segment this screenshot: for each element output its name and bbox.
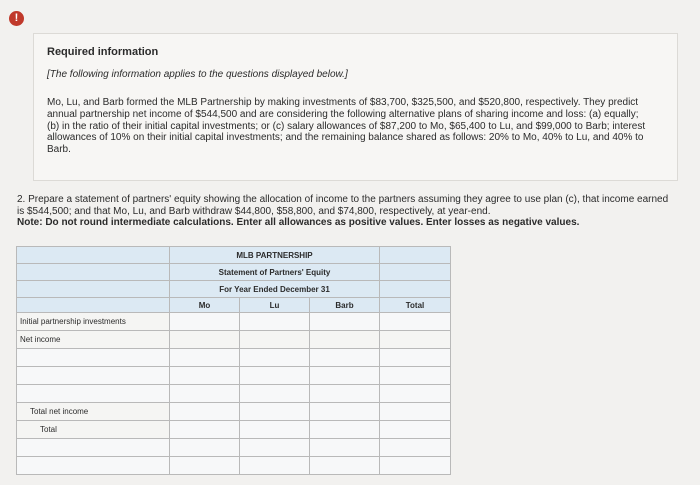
total-input[interactable] <box>380 439 451 457</box>
total-input[interactable] <box>380 349 451 367</box>
statement-period: For Year Ended December 31 <box>170 281 380 298</box>
statement-subtitle: Statement of Partners' Equity <box>170 264 380 281</box>
mo-input[interactable] <box>170 385 240 403</box>
header-blank <box>17 281 170 298</box>
total-input[interactable] <box>380 367 451 385</box>
barb-input[interactable] <box>310 457 380 475</box>
row-blank <box>240 331 310 349</box>
row-blank <box>310 331 380 349</box>
info-title: Required information <box>47 46 159 58</box>
table-row <box>17 367 451 385</box>
total-input[interactable] <box>380 421 451 439</box>
lu-input[interactable] <box>240 457 310 475</box>
row-label: Total net income <box>17 403 170 421</box>
total-input[interactable] <box>380 403 451 421</box>
statement-title: MLB PARTNERSHIP <box>170 247 380 264</box>
header-blank-right <box>380 264 451 281</box>
header-blank <box>17 247 170 264</box>
row-label: Initial partnership investments <box>17 313 170 331</box>
barb-input[interactable] <box>310 367 380 385</box>
header-blank-right <box>380 247 451 264</box>
mo-input[interactable] <box>170 313 240 331</box>
row-label-input[interactable] <box>17 385 170 403</box>
question-text: 2. Prepare a statement of partners' equity showing the allocation of income to the partners assuming they agree to use plan (c), that income earned is $544,500; and that Mo, Lu, and Barb withdraw $44,800, $58,800, and $74,800, respectively, at year-end. <box>17 194 669 217</box>
row-label: Total <box>17 421 170 439</box>
column-header-total: Total <box>380 298 451 313</box>
question-prompt <box>17 194 677 229</box>
table-row <box>17 457 451 475</box>
mo-input[interactable] <box>170 421 240 439</box>
lu-input[interactable] <box>240 439 310 457</box>
table-row <box>17 385 451 403</box>
barb-input[interactable] <box>310 385 380 403</box>
column-header-blank <box>17 298 170 313</box>
mo-input[interactable] <box>170 439 240 457</box>
barb-input[interactable] <box>310 349 380 367</box>
table-row <box>17 403 451 421</box>
mo-input[interactable] <box>170 457 240 475</box>
table-row <box>17 439 451 457</box>
column-header-barb: Barb <box>310 298 380 313</box>
lu-input[interactable] <box>240 349 310 367</box>
mo-input[interactable] <box>170 403 240 421</box>
partners-equity-statement <box>16 246 450 470</box>
column-header-mo: Mo <box>170 298 240 313</box>
barb-input[interactable] <box>310 421 380 439</box>
barb-input[interactable] <box>310 313 380 331</box>
lu-input[interactable] <box>240 367 310 385</box>
total-input[interactable] <box>380 385 451 403</box>
barb-input[interactable] <box>310 439 380 457</box>
row-label-input[interactable] <box>17 457 170 475</box>
required-information-panel <box>33 33 678 181</box>
row-blank <box>380 331 451 349</box>
header-blank <box>17 264 170 281</box>
row-blank <box>170 331 240 349</box>
barb-input[interactable] <box>310 403 380 421</box>
table-row <box>17 349 451 367</box>
header-blank-right <box>380 281 451 298</box>
table-row <box>17 331 451 349</box>
lu-input[interactable] <box>240 403 310 421</box>
row-label: Net income <box>17 331 170 349</box>
info-body: Mo, Lu, and Barb formed the MLB Partnership by making investments of $83,700, $325,500, and $520,800, respectively. They predict annual partnership net income of $544,500 and are considering the following alternative plans of sharing income and loss: (a) equally; (b) in the ratio of their initial capital investments; or (c) salary allowances of $87,200 to Mo, $65,400 to Lu, and $99,000 to Barb; interest allowances of 10% on their initial capital investments; and the remaining balance shared as follows: 20% to Mo, 40% to Lu, and 40% to Barb. <box>47 97 646 156</box>
lu-input[interactable] <box>240 313 310 331</box>
question-note: Note: Do not round intermediate calculations. Enter all allowances as positive values. Enter losses as negative values. <box>17 217 580 228</box>
mo-input[interactable] <box>170 367 240 385</box>
table-row <box>17 313 451 331</box>
total-input[interactable] <box>380 457 451 475</box>
info-note: [The following information applies to the questions displayed below.] <box>47 69 348 80</box>
alert-icon: ! <box>9 11 24 26</box>
table-row <box>17 421 451 439</box>
row-label-input[interactable] <box>17 349 170 367</box>
column-header-lu: Lu <box>240 298 310 313</box>
lu-input[interactable] <box>240 421 310 439</box>
lu-input[interactable] <box>240 385 310 403</box>
mo-input[interactable] <box>170 349 240 367</box>
statement-table <box>16 246 451 475</box>
total-input[interactable] <box>380 313 451 331</box>
row-label-input[interactable] <box>17 367 170 385</box>
row-label-input[interactable] <box>17 439 170 457</box>
